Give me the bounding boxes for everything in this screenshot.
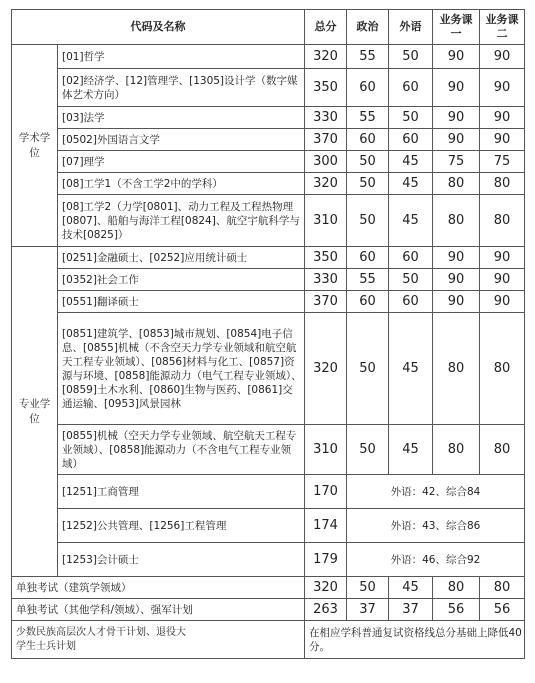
row-course2: 90 (480, 69, 525, 107)
row-politics: 50 (347, 313, 389, 425)
row-course1: 56 (433, 599, 480, 621)
row-name: [1252]公共管理、[1256]工程管理 (58, 509, 305, 543)
row-course2: 90 (480, 107, 525, 129)
row-foreign: 45 (389, 173, 433, 195)
row-note: 外语：43、综合86 (347, 509, 525, 543)
table-row (12, 107, 525, 129)
row-course1: 90 (433, 291, 480, 313)
row-name: [01]哲学 (58, 45, 305, 69)
row-politics: 60 (347, 69, 389, 107)
row-total: 300 (305, 151, 347, 173)
row-politics: 55 (347, 45, 389, 69)
footer-label: 少数民族高层次人才骨干计划、退役大学生士兵计划 (16, 626, 186, 652)
row-course1: 80 (433, 173, 480, 195)
row-course2: 90 (480, 129, 525, 151)
row-politics: 50 (347, 173, 389, 195)
row-name: [08]工学2（力学[0801]、动力工程及工程热物理[0807]、船舶与海洋工程[0824]、航空宇航科学与技术[0825]） (58, 195, 305, 247)
row-total: 263 (305, 599, 347, 621)
row-politics: 60 (347, 247, 389, 269)
header-name: 代码及名称 (12, 10, 305, 45)
table-row (12, 543, 525, 577)
row-politics: 37 (347, 599, 389, 621)
table-row (12, 69, 525, 107)
row-course1: 80 (433, 577, 480, 599)
table-row (12, 509, 525, 543)
row-politics: 55 (347, 269, 389, 291)
table-row (12, 425, 525, 475)
row-total: 330 (305, 269, 347, 291)
table-row (12, 247, 525, 269)
row-foreign: 45 (389, 313, 433, 425)
row-total: 310 (305, 195, 347, 247)
row-name: [1253]会计硕士 (58, 543, 305, 577)
row-course1: 75 (433, 151, 480, 173)
row-total: 370 (305, 291, 347, 313)
row-total: 310 (305, 425, 347, 475)
row-foreign: 45 (389, 577, 433, 599)
row-total: 350 (305, 247, 347, 269)
row-course2: 80 (480, 425, 525, 475)
row-name: [02]经济学、[12]管理学、[1305]设计学（数字媒体艺术方向） (58, 69, 305, 107)
table-row (12, 291, 525, 313)
row-course1: 90 (433, 69, 480, 107)
row-total: 320 (305, 173, 347, 195)
row-politics: 55 (347, 107, 389, 129)
row-course1: 90 (433, 107, 480, 129)
row-name: [0502]外国语言文学 (58, 129, 305, 151)
table-row (12, 577, 525, 599)
row-name: [03]法学 (58, 107, 305, 129)
row-name: [0251]金融硕士、[0252]应用统计硕士 (58, 247, 305, 269)
row-course2: 56 (480, 599, 525, 621)
row-total: 350 (305, 69, 347, 107)
footer-note: 在相应学科普通复试资格线总分基础上降低40分。 (305, 621, 525, 659)
table-row (12, 475, 525, 509)
table-row (12, 269, 525, 291)
row-course2: 90 (480, 291, 525, 313)
row-foreign: 50 (389, 45, 433, 69)
header-total: 总分 (305, 10, 347, 45)
row-name: [08]工学1（不含工学2中的学科） (58, 173, 305, 195)
row-course2: 90 (480, 247, 525, 269)
row-politics: 50 (347, 151, 389, 173)
table-row (12, 195, 525, 247)
row-politics: 60 (347, 291, 389, 313)
row-foreign: 50 (389, 107, 433, 129)
table-row (12, 173, 525, 195)
row-course2: 80 (480, 313, 525, 425)
row-total: 330 (305, 107, 347, 129)
row-foreign: 37 (389, 599, 433, 621)
table-row (12, 599, 525, 621)
row-course1: 90 (433, 45, 480, 69)
row-note: 外语：46、综合92 (347, 543, 525, 577)
row-total: 320 (305, 45, 347, 69)
row-politics: 60 (347, 129, 389, 151)
header-course2: 业务课二 (480, 10, 525, 45)
header-row (12, 10, 525, 45)
row-total: 170 (305, 475, 347, 509)
row-foreign: 60 (389, 69, 433, 107)
row-course1: 80 (433, 313, 480, 425)
row-total: 320 (305, 313, 347, 425)
row-politics: 50 (347, 425, 389, 475)
row-foreign: 60 (389, 129, 433, 151)
header-politics: 政治 (347, 10, 389, 45)
row-foreign: 60 (389, 247, 433, 269)
score-table (11, 9, 525, 659)
table-row (12, 45, 525, 69)
row-name: 单独考试（其他学科/领域）、强军计划 (12, 599, 305, 621)
row-name: [1251]工商管理 (58, 475, 305, 509)
header-course1: 业务课一 (433, 10, 480, 45)
footer-label-cell (12, 621, 305, 659)
row-name: [0352]社会工作 (58, 269, 305, 291)
row-course2: 75 (480, 151, 525, 173)
row-total: 179 (305, 543, 347, 577)
row-course2: 80 (480, 195, 525, 247)
row-course1: 90 (433, 247, 480, 269)
row-name: [0855]机械（空天力学专业领域、航空航天工程专业领域）、[0858]能源动力（不含电气工程专业领域） (58, 425, 305, 475)
row-total: 320 (305, 577, 347, 599)
row-course1: 80 (433, 195, 480, 247)
row-total: 174 (305, 509, 347, 543)
row-foreign: 50 (389, 269, 433, 291)
row-foreign: 45 (389, 151, 433, 173)
row-note: 外语：42、综合84 (347, 475, 525, 509)
row-name: [0851]建筑学、[0853]城市规划、[0854]电子信息、[0855]机械（不含空天力学专业领域和航空航天工程专业领域）、[0856]材料与化工、[0857]资源与环境、[0858]能源动力（电气工程专业领域）、[0859]土木水利、[0860]生物与医药、[0861]交通运输、[0953]风景园林 (58, 313, 305, 425)
row-course2: 90 (480, 269, 525, 291)
row-foreign: 60 (389, 291, 433, 313)
row-total: 370 (305, 129, 347, 151)
table-row (12, 621, 525, 659)
row-course1: 80 (433, 425, 480, 475)
row-foreign: 45 (389, 195, 433, 247)
row-name: [0551]翻译硕士 (58, 291, 305, 313)
group-label-academic: 学术学位 (12, 45, 58, 247)
row-name: 单独考试（建筑学领域） (12, 577, 305, 599)
header-foreign: 外语 (389, 10, 433, 45)
row-politics: 50 (347, 577, 389, 599)
row-foreign: 45 (389, 425, 433, 475)
row-course2: 80 (480, 577, 525, 599)
group-label-professional: 专业学位 (12, 247, 58, 577)
row-course1: 90 (433, 269, 480, 291)
row-course2: 90 (480, 45, 525, 69)
row-course1: 90 (433, 129, 480, 151)
table-row (12, 151, 525, 173)
table-row (12, 129, 525, 151)
row-course2: 80 (480, 173, 525, 195)
row-politics: 50 (347, 195, 389, 247)
table-row (12, 313, 525, 425)
row-name: [07]理学 (58, 151, 305, 173)
